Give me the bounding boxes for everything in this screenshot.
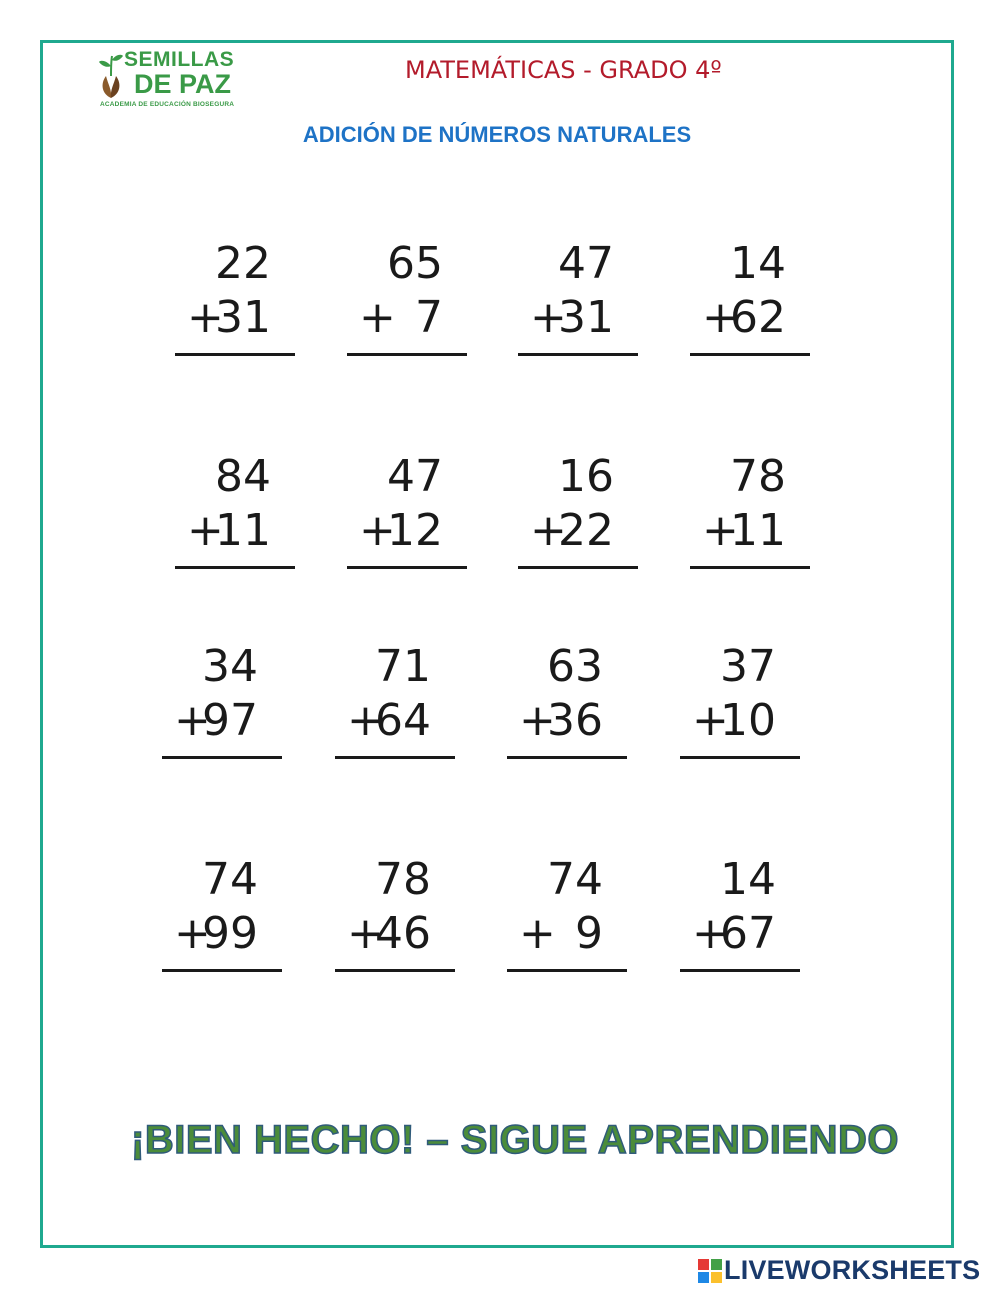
worksheet-subtitle: ADICIÓN DE NÚMEROS NATURALES bbox=[302, 122, 692, 147]
addition-problem bbox=[690, 451, 814, 573]
addend-bottom: 9 bbox=[575, 908, 603, 959]
addend-top: 16 bbox=[558, 451, 614, 502]
addition-problem bbox=[507, 641, 631, 763]
plus-sign: + bbox=[347, 908, 384, 959]
addend-top: 78 bbox=[375, 854, 431, 905]
page-title: MATEMÁTICAS - GRADO 4º bbox=[405, 56, 722, 84]
addend-bottom: 10 bbox=[720, 695, 776, 746]
answer-line[interactable] bbox=[680, 969, 800, 972]
answer-line[interactable] bbox=[518, 566, 638, 569]
addition-problem bbox=[680, 854, 804, 976]
answer-line[interactable] bbox=[175, 566, 295, 569]
addition-problem bbox=[162, 854, 286, 976]
sprout-icon bbox=[98, 50, 124, 100]
addition-problem bbox=[507, 854, 631, 976]
plus-sign: + bbox=[347, 695, 384, 746]
addition-problem bbox=[162, 641, 286, 763]
addend-bottom: 7 bbox=[415, 292, 443, 343]
addition-problem bbox=[518, 451, 642, 573]
addend-top: 34 bbox=[202, 641, 258, 692]
plus-sign: + bbox=[187, 505, 224, 556]
plus-sign: + bbox=[359, 292, 396, 343]
addition-problem bbox=[347, 451, 471, 573]
addend-bottom: 64 bbox=[375, 695, 431, 746]
answer-line[interactable] bbox=[680, 756, 800, 759]
addition-problem bbox=[347, 238, 471, 360]
addend-top: 74 bbox=[202, 854, 258, 905]
answer-line[interactable] bbox=[347, 353, 467, 356]
answer-line[interactable] bbox=[335, 756, 455, 759]
answer-line[interactable] bbox=[335, 969, 455, 972]
addend-top: 74 bbox=[547, 854, 603, 905]
liveworksheets-watermark bbox=[698, 1255, 998, 1285]
addition-problem bbox=[335, 854, 459, 976]
addend-bottom: 67 bbox=[720, 908, 776, 959]
addend-bottom: 46 bbox=[375, 908, 431, 959]
answer-line[interactable] bbox=[690, 566, 810, 569]
addend-bottom: 62 bbox=[730, 292, 786, 343]
answer-line[interactable] bbox=[162, 756, 282, 759]
addend-top: 14 bbox=[720, 854, 776, 905]
answer-line[interactable] bbox=[518, 353, 638, 356]
semillas-de-paz-logo bbox=[98, 48, 258, 112]
answer-line[interactable] bbox=[507, 969, 627, 972]
addend-top: 63 bbox=[547, 641, 603, 692]
addend-top: 78 bbox=[730, 451, 786, 502]
logo-tagline: ACADEMIA DE EDUCACIÓN BIOSEGURA bbox=[100, 101, 235, 108]
addend-bottom: 97 bbox=[202, 695, 258, 746]
addition-problem bbox=[335, 641, 459, 763]
addition-problem bbox=[175, 451, 299, 573]
addend-bottom: 12 bbox=[387, 505, 443, 556]
plus-sign: + bbox=[174, 908, 211, 959]
encouragement-message: ¡BIEN HECHO! – SIGUE APRENDIENDO bbox=[131, 1118, 899, 1162]
addend-top: 71 bbox=[375, 641, 431, 692]
plus-sign: + bbox=[174, 695, 211, 746]
plus-sign: + bbox=[530, 505, 567, 556]
plus-sign: + bbox=[702, 292, 739, 343]
worksheet-border bbox=[40, 40, 954, 1248]
addend-bottom: 31 bbox=[558, 292, 614, 343]
addend-bottom: 99 bbox=[202, 908, 258, 959]
addend-top: 37 bbox=[720, 641, 776, 692]
answer-line[interactable] bbox=[347, 566, 467, 569]
answer-line[interactable] bbox=[690, 353, 810, 356]
addend-bottom: 11 bbox=[215, 505, 271, 556]
answer-line[interactable] bbox=[175, 353, 295, 356]
plus-sign: + bbox=[519, 908, 556, 959]
plus-sign: + bbox=[692, 908, 729, 959]
addition-problem bbox=[518, 238, 642, 360]
liveworksheets-brand: LIVEWORKSHEETS bbox=[724, 1255, 981, 1285]
addend-top: 22 bbox=[215, 238, 271, 289]
plus-sign: + bbox=[519, 695, 556, 746]
addend-bottom: 36 bbox=[547, 695, 603, 746]
plus-sign: + bbox=[530, 292, 567, 343]
addition-problem bbox=[175, 238, 299, 360]
logo-line-2: DE PAZ bbox=[134, 69, 232, 99]
plus-sign: + bbox=[692, 695, 729, 746]
addend-bottom: 11 bbox=[730, 505, 786, 556]
plus-sign: + bbox=[359, 505, 396, 556]
addend-top: 65 bbox=[387, 238, 443, 289]
plus-sign: + bbox=[702, 505, 739, 556]
addend-top: 14 bbox=[730, 238, 786, 289]
addend-bottom: 31 bbox=[215, 292, 271, 343]
addition-problem bbox=[690, 238, 814, 360]
plus-sign: + bbox=[187, 292, 224, 343]
addend-top: 84 bbox=[215, 451, 271, 502]
addend-top: 47 bbox=[387, 451, 443, 502]
addend-bottom: 22 bbox=[558, 505, 614, 556]
addend-top: 47 bbox=[558, 238, 614, 289]
logo-line-1: SEMILLAS bbox=[124, 48, 235, 71]
answer-line[interactable] bbox=[162, 969, 282, 972]
addition-problem bbox=[680, 641, 804, 763]
answer-line[interactable] bbox=[507, 756, 627, 759]
liveworksheets-logo-icon bbox=[698, 1259, 722, 1283]
